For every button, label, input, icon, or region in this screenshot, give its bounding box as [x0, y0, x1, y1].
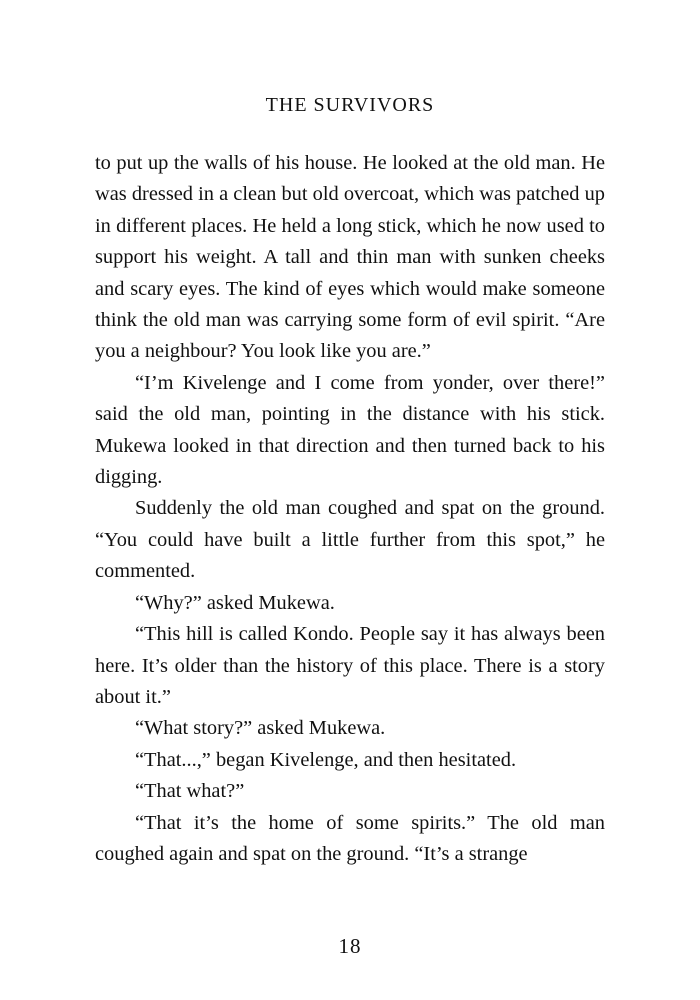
paragraph: to put up the walls of his house. He looked at the old man. He was dressed in a clean but old overcoat, which was patched up in different places. He held a long stick, which he now used to support his weight. A tall and thin man with sunken cheeks and scary eyes. The kind of eyes which would make someone think the old man was carrying some form of evil spirit. “Are you a neighbour? You look like you are.”	[95, 152, 605, 363]
paragraph: “What story?” asked Mukewa.	[135, 717, 386, 740]
paragraph: “This hill is called Kondo. People say it has always been here. It’s older than the history of this place. There is a story about it.”	[95, 623, 605, 708]
paragraph: Suddenly the old man coughed and spat on the ground. “You could have built a little further from this spot,” he commented.	[95, 497, 605, 583]
paragraph: “That...,” began Kivelenge, and then hesitated.	[135, 748, 517, 771]
page-number: 18	[338, 934, 362, 958]
running-head: THE SURVIVORS	[265, 94, 435, 116]
paragraph: “That what?”	[135, 780, 245, 803]
paragraph: “Why?” asked Mukewa.	[135, 591, 335, 614]
paragraph: “That it’s the home of some spirits.” The old man coughed again and spat on the ground. “It’s a strange	[95, 811, 605, 865]
body-text	[95, 148, 605, 870]
paragraph: “I’m Kivelenge and I come from yonder, over there!” said the old man, pointing in the distance with his stick. Mukewa looked in that direction and then turned back to his digging.	[95, 371, 605, 489]
